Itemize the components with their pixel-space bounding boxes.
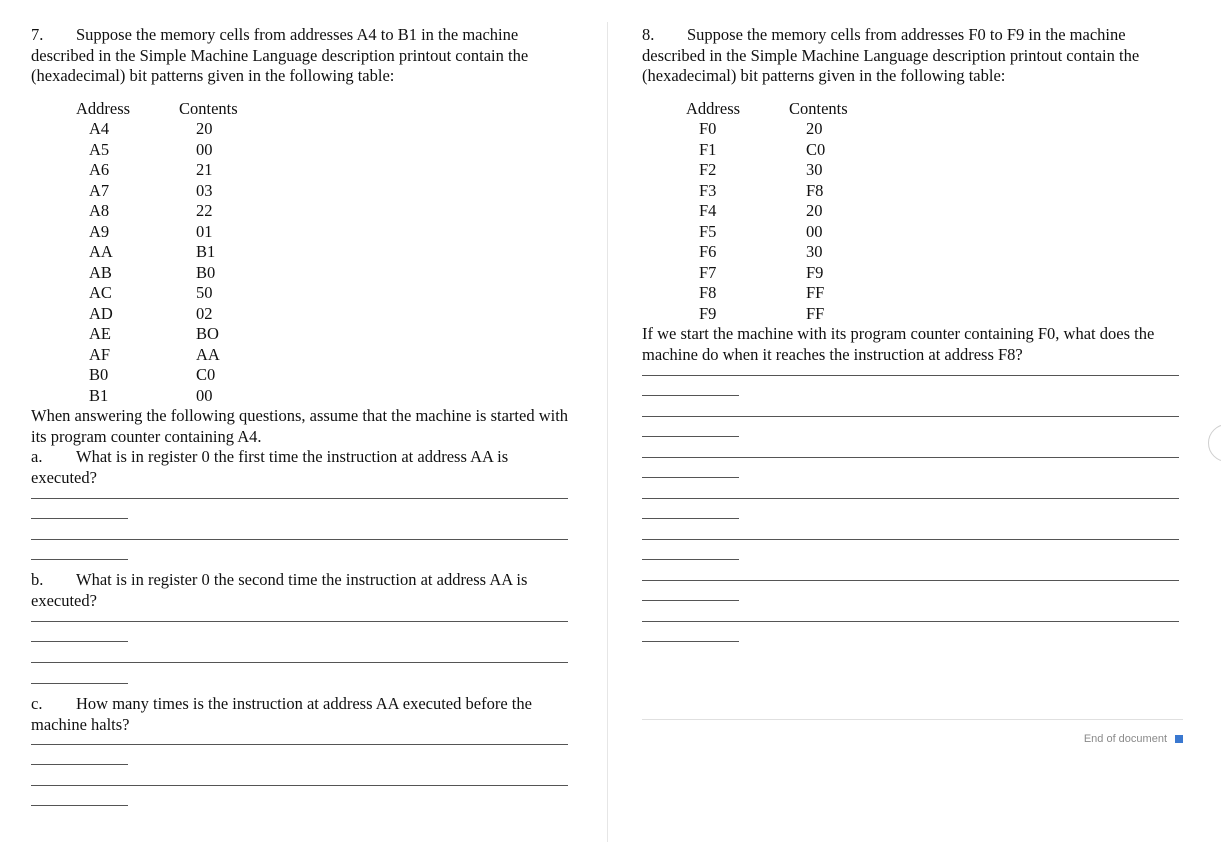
q7-contents-cell: BO <box>196 324 219 343</box>
q8-contents-cell: 30 <box>806 160 823 179</box>
q8-address-cell: F4 <box>699 201 717 220</box>
answer-line <box>31 621 568 622</box>
q7-contents-cell: 00 <box>196 385 213 405</box>
q8-answer-area[interactable] <box>642 365 1182 655</box>
answer-line <box>31 764 128 765</box>
answer-line <box>642 559 739 560</box>
q8-table-row <box>686 201 848 222</box>
answer-line <box>31 498 568 499</box>
q8-address-cell: F8 <box>699 283 717 302</box>
q8-address-cell: F9 <box>699 303 717 323</box>
answer-line <box>642 641 739 642</box>
q7-address-cell: A5 <box>89 139 110 159</box>
q8-address-cell: F5 <box>699 221 717 241</box>
q8-address-cell: F1 <box>699 139 717 159</box>
q7-table-row <box>76 365 238 386</box>
q8-table-row <box>686 242 848 263</box>
q7-table-row <box>76 140 238 161</box>
answer-line <box>31 641 128 642</box>
q7-table-row <box>76 119 238 140</box>
q7-address-cell: AC <box>89 283 112 302</box>
q8-table-row <box>686 140 848 161</box>
answer-line <box>31 662 568 663</box>
q7-table-row <box>76 304 238 325</box>
end-of-document <box>1084 733 1183 745</box>
answer-line <box>31 785 568 786</box>
q7-b-answer-area[interactable] <box>31 611 571 694</box>
q7-table-row <box>76 283 238 304</box>
q8-address-cell: F2 <box>699 160 717 179</box>
question-7 <box>31 25 571 817</box>
q7-table-row <box>76 263 238 284</box>
answer-line <box>642 477 739 478</box>
q8-contents-cell: F9 <box>806 262 824 282</box>
q8-number: 8. <box>642 25 655 44</box>
q8-table-row <box>686 304 848 325</box>
answer-line <box>642 416 1179 417</box>
q7-address-cell: A7 <box>89 180 110 200</box>
q8-intro: 8. Suppose the memory cells from addresses F0 to F9 in the machine described in the Simple Machine Language description printout contain the (hexadecimal) bit patterns given in the following table: <box>642 25 1140 85</box>
answer-line <box>642 580 1179 581</box>
answer-line <box>31 683 128 684</box>
answer-line <box>642 375 1179 376</box>
q7-table-header <box>76 99 238 120</box>
end-square-icon <box>1175 735 1183 743</box>
q8-col-contents: Contents <box>789 98 848 118</box>
q8-contents-cell: 20 <box>806 201 823 220</box>
q8-contents-cell: FF <box>806 303 825 323</box>
answer-line <box>642 600 739 601</box>
q8-address-cell: F0 <box>699 119 717 138</box>
answer-line <box>642 518 739 519</box>
q8-contents-cell: 00 <box>806 221 823 241</box>
q8-table-row <box>686 222 848 243</box>
q7-table-row <box>76 345 238 366</box>
q7-contents-cell: 01 <box>196 221 213 241</box>
q7-address-cell: A4 <box>89 119 110 138</box>
answer-line <box>642 621 1179 622</box>
q7-part-a: a. What is in register 0 the first time the instruction at address AA is executed? <box>31 447 509 487</box>
answer-line <box>31 744 568 745</box>
end-separator <box>642 719 1183 720</box>
q7-contents-cell: B1 <box>196 242 216 261</box>
q7-address-cell: A8 <box>89 201 110 220</box>
end-of-document-label: End of document <box>1083 733 1167 745</box>
q7-contents-cell: C0 <box>196 365 216 384</box>
q7-table-row <box>76 201 238 222</box>
column-divider <box>607 22 608 842</box>
q7-contents-cell: 50 <box>196 283 213 302</box>
q8-table-row <box>686 283 848 304</box>
q7-address-cell: B0 <box>89 365 109 384</box>
q7-table-row <box>76 324 238 345</box>
q7-col-contents: Contents <box>179 98 238 118</box>
q7-contents-cell: 03 <box>196 180 213 200</box>
q7-table-row <box>76 181 238 202</box>
q7-table-row <box>76 242 238 263</box>
q7-contents-cell: B0 <box>196 262 216 282</box>
answer-line <box>642 457 1179 458</box>
answer-line <box>642 498 1179 499</box>
q7-note: When answering the following questions, assume that the machine is started with its program counter containing A4. <box>31 406 569 446</box>
q7-address-cell: AE <box>89 324 111 343</box>
q8-col-address: Address <box>686 98 741 118</box>
q7-address-cell: AF <box>89 344 111 364</box>
q8-memory-table <box>686 99 848 325</box>
q7-contents-cell: 22 <box>196 201 213 220</box>
q7-a-answer-area[interactable] <box>31 488 571 570</box>
q8-contents-cell: FF <box>806 283 825 302</box>
q7-part-b: b. What is in register 0 the second time the instruction at address AA is executed? <box>31 570 528 610</box>
answer-line <box>31 805 128 806</box>
q8-table-header <box>686 99 848 120</box>
answer-line <box>31 539 568 540</box>
q7-table-row <box>76 160 238 181</box>
q7-contents-cell: 02 <box>196 303 213 323</box>
page-nav-handle[interactable] <box>1208 424 1221 462</box>
q8-address-cell: F6 <box>699 242 717 261</box>
answer-line <box>642 539 1179 540</box>
q8-contents-cell: 30 <box>806 242 823 261</box>
q8-contents-cell: 20 <box>806 119 823 138</box>
q7-address-cell: AD <box>89 303 113 323</box>
answer-line <box>642 436 739 437</box>
q7-contents-cell: 21 <box>196 160 213 179</box>
q7-contents-cell: 20 <box>196 119 213 138</box>
q8-table-row <box>686 160 848 181</box>
q7-address-cell: A9 <box>89 221 110 241</box>
q8-table-row <box>686 181 848 202</box>
q8-contents-cell: C0 <box>806 139 826 159</box>
q7-contents-cell: AA <box>196 344 220 364</box>
q8-address-cell: F7 <box>699 262 717 282</box>
q8-address-cell: F3 <box>699 180 717 200</box>
question-8 <box>642 25 1182 655</box>
q8-question: If we start the machine with its program counter containing F0, what does the machine do when it reaches the instruction at address F8? <box>642 324 1155 364</box>
q7-intro: 7. Suppose the memory cells from addresses A4 to B1 in the machine described in the Simple Machine Language description printout contain the (hexadecimal) bit patterns given in the following table: <box>31 25 529 85</box>
answer-line <box>31 559 128 560</box>
q7-memory-table <box>76 99 238 407</box>
q7-address-cell: A6 <box>89 160 110 179</box>
q8-contents-cell: F8 <box>806 180 824 200</box>
answer-line <box>31 518 128 519</box>
q8-table-row <box>686 263 848 284</box>
q7-table-row <box>76 222 238 243</box>
q7-address-cell: AA <box>89 242 113 261</box>
q8-table-row <box>686 119 848 140</box>
q7-col-address: Address <box>76 98 131 118</box>
q7-contents-cell: 00 <box>196 139 213 159</box>
q7-c-answer-area[interactable] <box>31 735 571 817</box>
q7-part-c: c. How many times is the instruction at address AA executed before the machine halts? <box>31 694 532 734</box>
q7-table-row <box>76 386 238 407</box>
answer-line <box>642 395 739 396</box>
q7-address-cell: B1 <box>89 385 109 405</box>
q7-address-cell: AB <box>89 262 112 282</box>
q7-number: 7. <box>31 25 44 44</box>
